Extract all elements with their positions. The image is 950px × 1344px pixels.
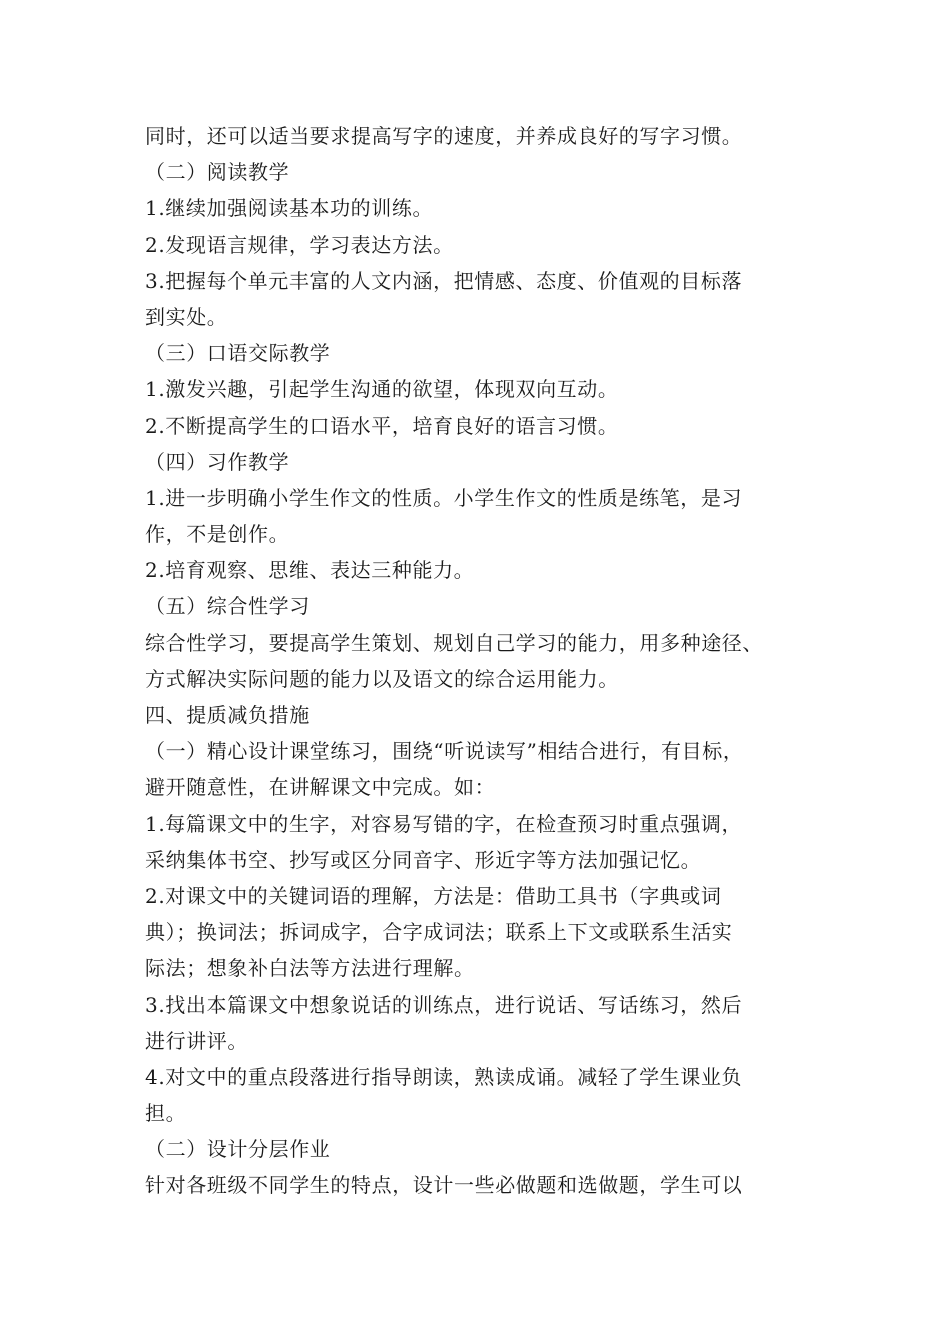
text-line: 到实处。 xyxy=(145,304,228,329)
list-item: 4.对文中的重点段落进行指导朗读，熟读成诵。减轻了学生课业负 xyxy=(145,1064,743,1089)
section-heading: （三）口语交际教学 xyxy=(145,341,331,366)
list-item: 1.进一步明确小学生作文的性质。小学生作文的性质是练笔，是习 xyxy=(145,485,743,510)
list-item: 3.找出本篇课文中想象说话的训练点，进行说话、写话练习，然后 xyxy=(145,992,743,1017)
text-line: 避开随意性，在讲解课文中完成。如： xyxy=(145,775,496,800)
text-line: 方式解决实际问题的能力以及语文的综合运用能力。 xyxy=(145,666,619,691)
list-item: 2.不断提高学生的口语水平，培育良好的语言习惯。 xyxy=(145,413,619,438)
document-body xyxy=(145,118,835,1204)
text-line: 作，不是创作。 xyxy=(145,522,290,547)
list-item: 2.培育观察、思维、表达三种能力。 xyxy=(145,558,475,583)
list-item: 3.把握每个单元丰富的人文内涵，把情感、态度、价值观的目标落 xyxy=(145,268,743,293)
text-line: 采纳集体书空、抄写或区分同音字、形近字等方法加强记忆。 xyxy=(145,847,702,872)
section-heading: （二）设计分层作业 xyxy=(145,1137,331,1162)
section-heading: 四、提质减负措施 xyxy=(145,703,310,727)
text-line: 针对各班级不同学生的特点，设计一些必做题和选做题，学生可以 xyxy=(145,1173,743,1198)
section-heading: （四）习作教学 xyxy=(145,449,290,474)
list-item: 2.发现语言规律，学习表达方法。 xyxy=(145,232,454,257)
list-item: 1.激发兴趣，引起学生沟通的欲望，体现双向互动。 xyxy=(145,377,619,402)
text-line: 综合性学习，要提高学生策划、规划自己学习的能力，用多种途径、 xyxy=(145,630,763,655)
section-heading: （二）阅读教学 xyxy=(145,160,290,185)
text-line: 进行讲评。 xyxy=(145,1028,248,1053)
text-line: 典）；换词法；拆词成字，合字成词法；联系上下文或联系生活实 xyxy=(145,920,733,945)
section-heading: （五）综合性学习 xyxy=(145,594,310,619)
text-line: 同时，还可以适当要求提高写字的速度，并养成良好的写字习惯。 xyxy=(145,124,743,148)
text-line: 际法；想象补白法等方法进行理解。 xyxy=(145,956,475,981)
section-heading: （一）精心设计课堂练习，围绕“听说读写”相结合进行，有目标， xyxy=(145,739,744,764)
list-item: 1.继续加强阅读基本功的训练。 xyxy=(145,196,434,221)
text-line: 担。 xyxy=(145,1101,187,1126)
list-item: 1.每篇课文中的生字，对容易写错的字，在检查预习时重点强调， xyxy=(145,811,743,836)
list-item: 2.对课文中的关键词语的理解，方法是：借助工具书（字典或词 xyxy=(145,883,722,908)
